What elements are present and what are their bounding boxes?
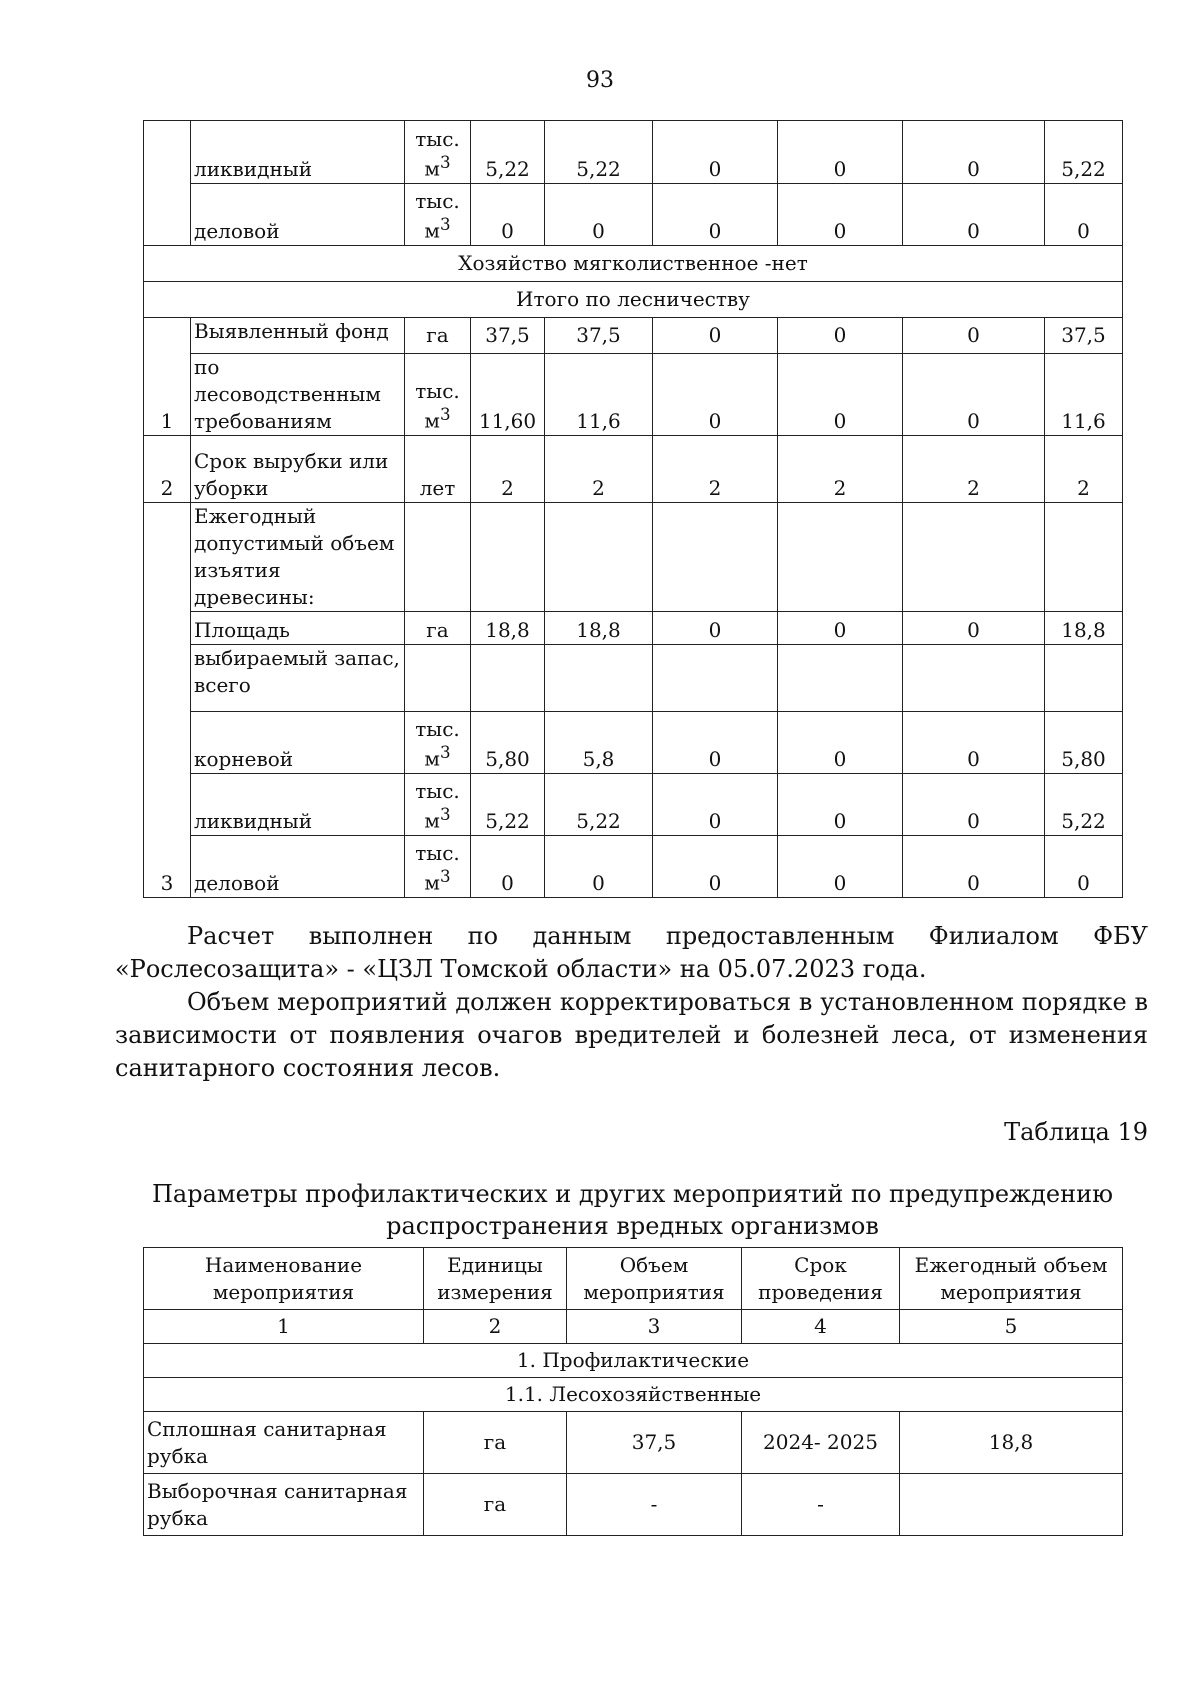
table-row: Площадь га 18,8 18,8 0 0 0 18,8: [144, 612, 1123, 645]
table-caption: Параметры профилактических и других мероприятий по предупреждению распространения вредных организмов: [152, 1180, 1113, 1240]
header-row: [144, 1248, 1123, 1310]
section-row: [144, 1344, 1123, 1378]
measure-name: Сплошная санитарная рубка: [144, 1412, 424, 1474]
unit-cell: тыс. $м^3$: [405, 774, 471, 836]
table-row: корневой тыс. $м^3$ 5,80 5,8 0 0 0 5,80: [144, 712, 1123, 774]
paragraph-calculation: Расчет выполнен по данным предоставленным Филиалом ФБУ «Рослесозащита» - «ЦЗЛ Томской области» на 05.07.2023 года.: [115, 922, 1148, 983]
table-row: 1 Выявленный фонд га 37,5 37,5 0 0 0 37,5: [144, 318, 1123, 354]
table-row: Сплошная санитарная рубка га 37,5 2024- 2025 18,8: [144, 1412, 1123, 1474]
table-row: [144, 503, 1123, 612]
forest-volume-table: [143, 120, 1123, 898]
row-label: Площадь: [191, 612, 405, 645]
row-label: корневой: [191, 712, 405, 774]
column-number-row: 1 2 3 4 5: [144, 1310, 1123, 1344]
section-total: Итого по лесничеству: [144, 282, 1123, 318]
column-header: Наименование мероприятия: [144, 1248, 424, 1310]
row-label: Ежегодный допустимый объем изъятия древесины:: [191, 503, 405, 612]
row-label: выбираемый запас, всего: [191, 645, 405, 712]
row-label: деловой: [191, 836, 405, 898]
column-header: Ежегодный объем мероприятия: [900, 1248, 1123, 1310]
table-number: Таблица 19: [1004, 1118, 1148, 1146]
section-soft: Хозяйство мягколиственное -нет: [144, 246, 1123, 282]
column-header: Единицы измерения: [424, 1248, 567, 1310]
section-row: [144, 1378, 1123, 1412]
table-row: ликвидный тыс. $м^3$ 5,22 5,22 0 0 0 5,22: [144, 774, 1123, 836]
unit-cell: тыс. $м^3$: [405, 354, 471, 436]
section-prophylactic: 1. Профилактические: [144, 1344, 1123, 1378]
row-number: 2: [144, 436, 191, 503]
row-label: деловой: [191, 184, 405, 246]
table-row: ликвидный тыс. $м^3$ 5,22 5,22 0 0 0 5,22: [144, 121, 1123, 184]
table-row: по лесоводственным требованиям тыс. $м^3$ 11,60 11,6 0 0 0 11,6: [144, 354, 1123, 436]
column-header: Объем мероприятия: [567, 1248, 742, 1310]
unit-cell: тыс. $м^3$: [405, 712, 471, 774]
row-label: Срок вырубки или уборки: [191, 436, 405, 503]
measure-name: Выборочная санитарная рубка: [144, 1474, 424, 1536]
table-row: Выборочная санитарная рубка га - -: [144, 1474, 1123, 1536]
table-row: деловой тыс. $м^3$ 0 0 0 0 0 0: [144, 836, 1123, 898]
table-row: 2 Срок вырубки или уборки лет 2 2 2 2 2 2: [144, 436, 1123, 503]
unit-cell: тыс. $м^3$: [405, 836, 471, 898]
row-number: 3: [144, 503, 191, 898]
row-label: Выявленный фонд: [191, 318, 405, 354]
paragraph-correction: Объем мероприятий должен корректироваться в установленном порядке в зависимости от появления очагов вредителей и болезней леса, от изменения санитарного состояния лесов.: [115, 988, 1148, 1082]
section-forestry: 1.1. Лесохозяйственные: [144, 1378, 1123, 1412]
row-label: ликвидный: [191, 121, 405, 184]
column-header: Срок проведения: [742, 1248, 900, 1310]
table-row: [144, 645, 1123, 712]
measures-table: [143, 1247, 1123, 1536]
unit-cell: тыс. $м^3$: [405, 121, 471, 184]
section-row: [144, 246, 1123, 282]
section-row: [144, 282, 1123, 318]
table-row: деловой тыс. $м^3$ 0 0 0 0 0 0: [144, 184, 1123, 246]
row-label: по лесоводственным требованиям: [191, 354, 405, 436]
row-number: 1: [144, 318, 191, 436]
unit-cell: тыс. $м^3$: [405, 184, 471, 246]
page-number: 93: [586, 68, 614, 93]
row-label: ликвидный: [191, 774, 405, 836]
